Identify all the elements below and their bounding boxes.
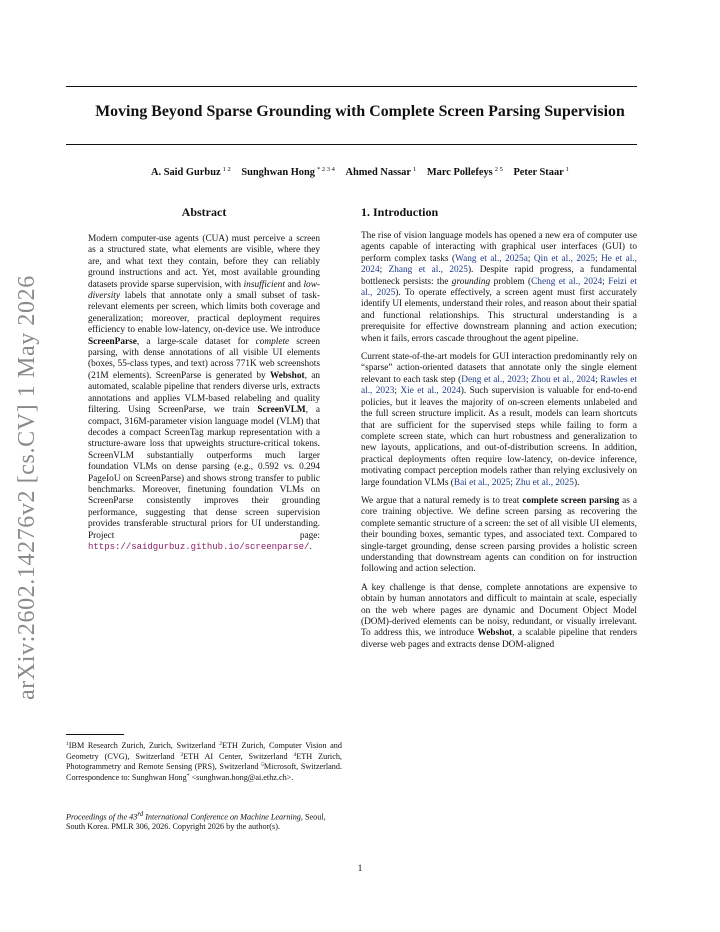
- citation-link[interactable]: Rawles et al., 2023: [361, 374, 637, 397]
- intro-paragraph-4: A key challenge is that dense, complete annotations are expensive to obtain by human annotators and difficult to maintain at scale, especially on the web where pages are dynamic and Document Object Model (DOM)-derived elements can be noisy, redundant, or visually irrelevant. To address this, we introduce Webshot, a scalable pipeline that renders diverse web pages and extracts dense DOM-aligned: [361, 582, 637, 650]
- author-4: Marc Pollefeys $^{2 5}$: [426, 166, 503, 178]
- citation-link[interactable]: Cheng et al., 2024: [531, 276, 603, 287]
- intro-paragraph-2: Current state-of-the-art models for GUI interaction predominantly rely on “sparse” action-oriented datasets that annotate only the single element relevant to each task step (Deng et al., 2023; Zhou et al., 2024; Rawles et al., 2023; Xie et al., 2024). Such supervision is valuable for end-to-end policies, but it leaves the majority of on-screen elements unlabeled and the full screen structure implicit. As a result, models can learn shortcuts that are sufficient for the supervised steps while failing to form a complete screen state, which can hurt robustness and generalization to new layouts, applications, and out-of-distribution screens. In addition, practical deployments often require low-latency, on-device inference, motivating compact perception models rather than relying exclusively on large foundation VLMs (Bai et al., 2025; Zhu et al., 2025).: [361, 352, 637, 488]
- abstract-body: Modern computer-use agents (CUA) must perceive a screen as a structured state, what elements are visible, where they are, and what text they contain, before they can reliably ground instructions and act. Yet, most available grounding datasets provide sparse supervision, with insufficient and low-diversity labels that annotate only a small subset of task-relevant elements per screen, which limits both coverage and generalization; moreover, practical deployment requires efficiency to enable low-latency, on-device use. We introduce ScreenParse, a large-scale dataset for complete screen parsing, with dense annotations of all visible UI elements (boxes, 55-class types, and text) across 771K web screenshots (21M elements). ScreenParse is generated by Webshot, an automated, scalable pipeline that renders diverse urls, extracts annotations and applies VLM-based relabeling and quality filtering. Using ScreenParse, we train ScreenVLM, a compact, 316M-parameter vision language model (VLM) that decodes a compact ScreenTag markup representation with a structure-aware loss that upweights structure-critical tokens. ScreenVLM substantially outperforms much larger foundation VLMs on dense parsing (e.g., 0.592 vs. 0.294 PageIoU on ScreenParse) and shows strong transfer to public benchmarks. Moreover, finetuning foundation VLMs on ScreenParse consistently improves their grounding performance, suggesting that dense screen supervision provides transferable structural priors for UI understanding. Project page: https://saidgurbuz.github.io/screenparse/.: [88, 234, 320, 552]
- citation-link[interactable]: Xie et al., 2024: [400, 386, 461, 397]
- abstract-heading: Abstract: [181, 205, 227, 219]
- citation-link[interactable]: Wang et al., 2025a: [455, 253, 528, 264]
- footnote-rule: [66, 734, 124, 735]
- author-3: Ahmed Nassar $^1$: [345, 166, 417, 178]
- header-rule-top: [66, 86, 637, 87]
- intro-heading: 1. Introduction: [361, 205, 439, 219]
- citation-link[interactable]: Bai et al., 2025: [453, 477, 511, 488]
- citation-link[interactable]: Feizi et al., 2025: [361, 276, 637, 299]
- intro-body: [361, 231, 637, 658]
- citation-link[interactable]: Deng et al., 2023: [461, 374, 526, 385]
- citation-link[interactable]: Qin et al., 2025: [533, 253, 595, 264]
- affiliation-footnote: $^1$IBM Research Zurich, Zurich, Switzerland $^2$ETH Zurich, Computer Vision and Geometry (CVG), Switzerland $^3$ETH AI Center, Switzerland $^4$ETH Zurich, Photogrammetry and Remote Sensing (PRS), Switzerland $^5$Microsoft, Switzerland. Correspondence to: Sunghwan Hong* <sunghwan.hong@ai.ethz.ch>.: [66, 741, 342, 782]
- citation-link[interactable]: Zhu et al., 2025: [515, 477, 574, 488]
- project-page-link[interactable]: https://saidgurbuz.github.io/screenparse/: [88, 541, 310, 552]
- page-number: 1: [357, 864, 363, 874]
- author-2: Sunghwan Hong $^{* 2 3 4}$: [241, 166, 335, 178]
- citation-link[interactable]: Zhou et al., 2024: [531, 374, 596, 385]
- citation-link[interactable]: He et al., 2024: [361, 253, 637, 276]
- intro-paragraph-3: We argue that a natural remedy is to treat complete screen parsing as a core training objective. We define screen parsing as recovering the complete semantic structure of a screen: the set of all visible UI elements, their bounding boxes, semantic types, and associated text. Compared to single-target grounding, dense screen parsing provides a holistic screen understanding that downstream agents can condition on for instruction following and action selection.: [361, 495, 637, 575]
- arxiv-stamp: arXiv:2602.14276v2 [cs.CV] 1 May 2026: [14, 275, 40, 700]
- header-rule-bottom: [66, 144, 637, 145]
- author-5: Peter Staar $^1$: [513, 166, 569, 178]
- author-1: A. Said Gurbuz $^{1 2}$: [151, 166, 231, 178]
- paper-title: Moving Beyond Sparse Grounding with Complete Screen Parsing Supervision: [95, 103, 625, 120]
- citation-link[interactable]: Zhang et al., 2025: [388, 265, 468, 276]
- proceedings-note: Proceedings of the 43rd International Conference on Machine Learning, Seoul, South Korea. PMLR 306, 2026. Copyright 2026 by the author(s).: [66, 811, 326, 832]
- intro-paragraph-1: The rise of vision language models has opened a new era of computer use agents capable of interacting with graphical user interfaces (GUI) to perform complex tasks (Wang et al., 2025a; Qin et al., 2025; He et al., 2024; Zhang et al., 2025). Despite rapid progress, a fundamental bottleneck persists: the grounding problem (Cheng et al., 2024; Feizi et al., 2025). To operate effectively, a screen agent must first accurately identify UI elements, understand their roles, and reason about their spatial and functional relationships. This structural understanding is a prerequisite for effective downstream planning and action execution; when it fails, errors cascade throughout the agent pipeline.: [361, 231, 637, 344]
- author-list: [0, 166, 720, 178]
